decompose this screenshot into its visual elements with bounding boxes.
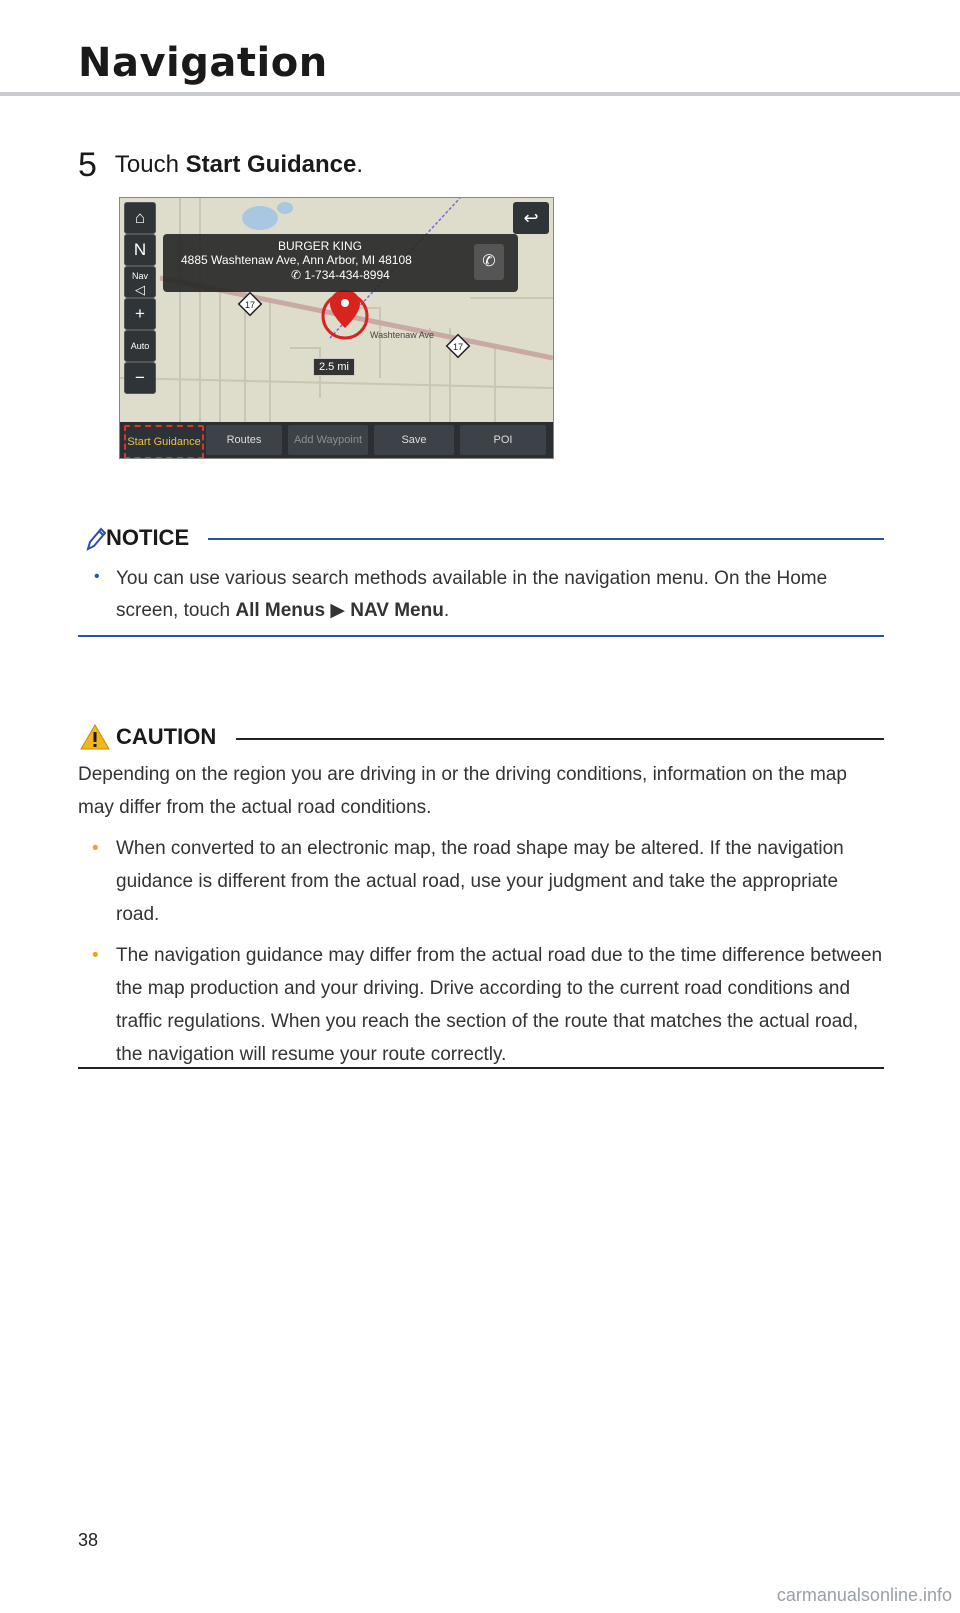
step-number: 5 xyxy=(78,146,97,184)
caution-bullet: • xyxy=(92,945,99,966)
poi-phone xyxy=(291,268,390,283)
step-bold-target: Start Guidance xyxy=(185,151,357,178)
poi-button[interactable]: POI xyxy=(460,425,546,455)
notice-divider-top xyxy=(208,538,884,540)
add-waypoint-button[interactable]: Add Waypoint xyxy=(288,425,368,455)
notice-nav-menu: NAV Menu xyxy=(350,600,444,621)
home-icon[interactable]: ⌂ xyxy=(124,202,156,234)
call-button[interactable] xyxy=(474,244,504,280)
caution-intro: Depending on the region you are driving in or the driving conditions, information on the map may differ from the actual road conditions. xyxy=(78,764,847,818)
notice-end: . xyxy=(443,600,450,621)
caution-item xyxy=(92,832,886,931)
caution-item xyxy=(92,939,886,1071)
step-instruction xyxy=(78,146,363,185)
route-shield-2: 17 xyxy=(452,342,464,352)
street-label: Washtenaw Ave xyxy=(370,330,435,340)
nav-label: Nav xyxy=(131,271,148,281)
caution-bullet: • xyxy=(92,838,99,859)
notice-divider-bottom xyxy=(78,635,884,637)
caution-divider-bottom xyxy=(78,1067,884,1069)
notice-text xyxy=(116,563,886,627)
caution-title: CAUTION xyxy=(116,724,217,749)
map-bottom-bar xyxy=(120,422,553,458)
start-guidance-button[interactable]: Start Guidance xyxy=(124,425,204,459)
zoom-in-button[interactable]: + xyxy=(124,298,156,330)
page-number: 38 xyxy=(78,1530,99,1550)
notice-arrow: ▶ xyxy=(325,600,351,621)
step-suffix: . xyxy=(356,151,364,178)
header-divider xyxy=(0,92,960,96)
distance-badge: 2.5 mi xyxy=(313,358,355,376)
caution-item-text: When converted to an electronic map, the road shape may be altered. If the navigation guidance is different from the actual road, use your judgment and take the appropriate road. xyxy=(116,838,844,925)
save-button[interactable]: Save xyxy=(374,425,454,455)
poi-phone-number: 1-734-434-8994 xyxy=(304,268,390,282)
caution-item-text: The navigation guidance may differ from the actual road due to the time difference between the map production and your driving. Drive according to the current road conditions and traffic regulations. When you reach the section of the route that matches the actual road, the navigation will resume your route correctly. xyxy=(116,945,883,1065)
compass-north-icon[interactable]: N xyxy=(124,234,156,266)
caution-divider-top xyxy=(236,738,884,740)
notice-bullet: • xyxy=(94,568,100,585)
auto-zoom-button[interactable]: Auto xyxy=(124,330,156,362)
zoom-out-button[interactable]: − xyxy=(124,362,156,394)
notice-title: NOTICE xyxy=(106,525,190,550)
poi-address: 4885 Washtenaw Ave, Ann Arbor, MI 48108 xyxy=(181,253,412,267)
step-prefix: Touch xyxy=(114,151,186,178)
routes-button[interactable]: Routes xyxy=(206,425,282,455)
speaker-icon: ◁ xyxy=(135,282,145,297)
nav-volume-button[interactable] xyxy=(124,266,156,298)
page-title: Navigation xyxy=(78,40,328,86)
poi-name: BURGER KING xyxy=(278,239,363,253)
phone-icon: ✆ xyxy=(482,253,496,270)
phone-small-icon: ✆ xyxy=(291,268,305,282)
navigation-screenshot xyxy=(119,197,554,459)
back-arrow-icon: ↩ xyxy=(523,208,539,228)
poi-info-panel[interactable] xyxy=(163,234,518,292)
route-shield-1: 17 xyxy=(244,300,256,310)
warning-icon xyxy=(80,724,110,750)
caution-list xyxy=(92,832,886,1079)
watermark: carmanualsonline.info xyxy=(776,1585,952,1605)
pencil-icon xyxy=(84,525,106,553)
notice-all-menus: All Menus xyxy=(235,600,326,621)
notice-text-body: You can use various search methods available in the navigation menu. On the Home screen, touch xyxy=(116,568,828,621)
back-button[interactable] xyxy=(513,202,549,234)
